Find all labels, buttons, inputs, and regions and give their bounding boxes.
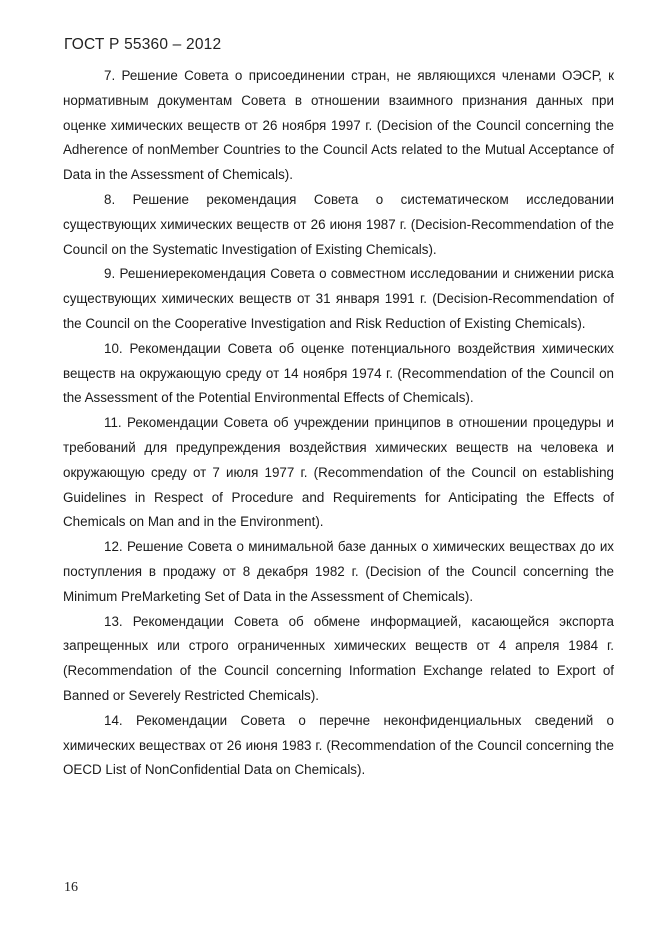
list-item: 14. Рекомендации Совета о перечне неконфиденциальных сведений о химических веществах от 26 июня 1983 г. (Recommendation of the Council concerning the OECD List of NonConfidential Data on Chemicals). [63,712,614,778]
list-item: 12. Решение Совета о минимальной базе данных о химических веществах до их поступления в продажу от 8 декабря 1982 г. (Decision of the Council concerning the Minimum PreMarketing Set of Data in the Assessment of Chemicals). [63,539,614,604]
list-item: 10. Рекомендации Совета об оценке потенциального воздействия химических веществ на окружающую среду от 14 ноября 1974 г. (Recommendation of the Council on the Assessment of the Potential Environmental Effects of Chemicals). [63,340,614,406]
list-item: 8. Решение рекомендация Совета о систематическом исследовании существующих химических веществ от 26 июня 1987 г. (Decision-Recommendation of the Council on the Systematic Investigation of Existing Chemicals). [63,191,614,257]
list-item: 9. Решениерекомендация Совета о совместном исследовании и снижении риска существующих химических веществ от 31 января 1991 г. (Decision-Recommendation of the Council on the Cooperative Investigation and Risk Reduction of Existing Chemicals). [63,266,614,331]
list-item: 11. Рекомендации Совета об учреждении принципов в отношении процедуры и требований для предупреждения воздействия химических веществ на человека и окружающую среду от 7 июля 1977 г. (Recommendation of the Council on establishing Guidelines in Respect of Procedure and Requirements for Anticipating the Effects of Chemicals on Man and in the Environment). [63,415,614,530]
page-number: 16 [64,880,78,895]
document-header: ГОСТ Р 55360 – 2012 [64,36,222,53]
list-item: 7. Решение Совета о присоединении стран, не являющихся членами ОЭСР, к нормативным документам Совета в отношении взаимного признания данных при оценке химических веществ от 26 ноября 1997 г. (Decision of the Council concerning the Adherence of nonMember Countries to the Council Acts related to the Mutual Acceptance of Data in the Assessment of Chemicals). [63,68,614,183]
list-item: 13. Рекомендации Совета об обмене информацией, касающейся экспорта запрещенных или строго ограниченных химических веществ от 4 апреля 1984 г. (Recommendation of the Council concerning Information Exchange related to Export of Banned or Severely Restricted Chemicals). [63,613,614,703]
reference-list [63,64,614,783]
